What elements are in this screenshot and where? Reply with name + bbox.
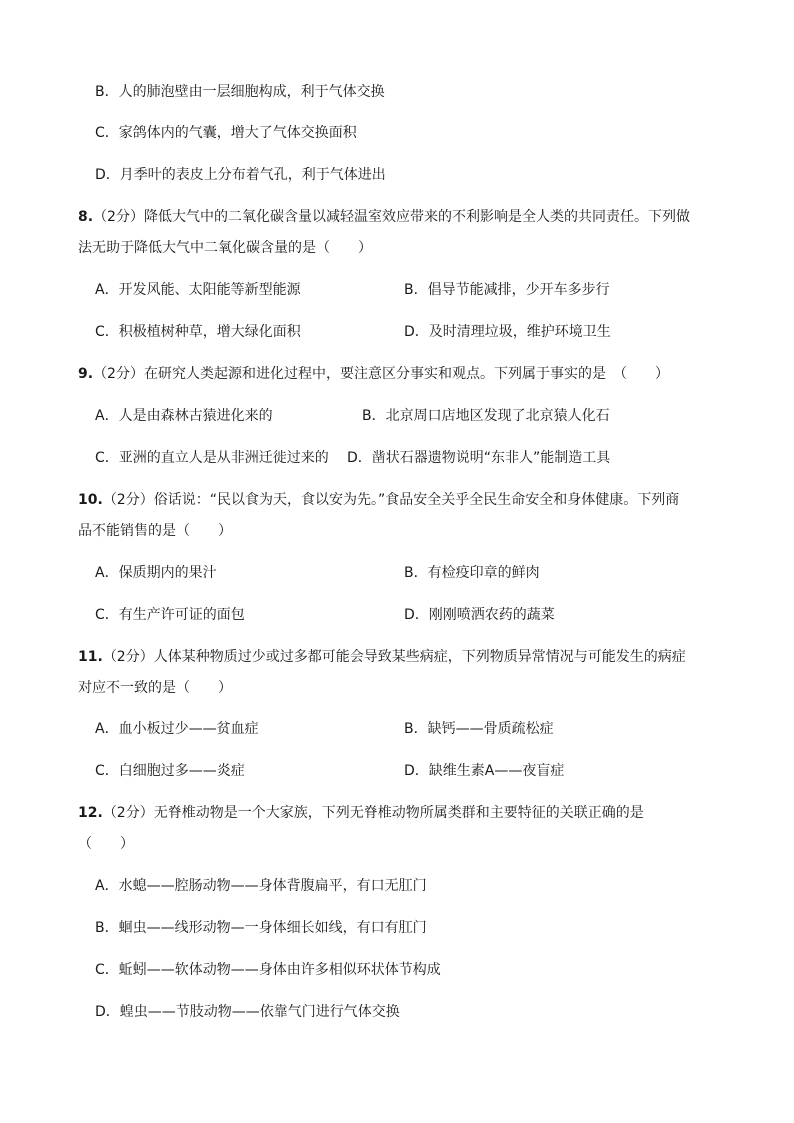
question-8-option-a: A．开发风能、太阳能等新型能源 xyxy=(95,282,301,298)
question-number: 9. xyxy=(78,366,94,382)
question-11-stem-line-2: 对应不一致的是（ ） xyxy=(78,680,232,696)
question-9-option-a: A．人是由森林古猿进化来的 xyxy=(95,408,273,424)
question-8-option-b: B．倡导节能减排，少开车多步行 xyxy=(404,282,610,298)
question-12-stem-line-2: （ ） xyxy=(78,836,134,852)
question-10-stem-line-1 xyxy=(78,490,679,510)
question-12-option-c: C．蚯蚓——软体动物——身体由许多相似环状体节构成 xyxy=(95,962,441,978)
question-8-stem-line-1 xyxy=(78,207,690,227)
prev-option-b: B．人的肺泡壁由一层细胞构成，利于气体交换 xyxy=(95,84,385,100)
question-8-option-d: D．及时清理垃圾，维护环境卫生 xyxy=(404,324,611,340)
question-number: 12. xyxy=(78,805,103,821)
question-12-option-d: D．蝗虫——节肢动物——依靠气门进行气体交换 xyxy=(95,1004,400,1020)
question-10-stem-line-2: 品不能销售的是（ ） xyxy=(78,523,232,539)
question-text: 降低大气中的二氧化碳含量以减轻温室效应带来的不利影响是全人类的共同责任。下列做 xyxy=(143,209,690,225)
question-text: 在研究人类起源和进化过程中，要注意区分事实和观点。下列属于事实的是 （ ） xyxy=(143,366,669,382)
question-9-stem-line-1 xyxy=(78,364,669,384)
question-score: （2分） xyxy=(93,209,144,225)
question-9-option-d: D．凿状石器遗物说明“东非人”能制造工具 xyxy=(347,450,611,466)
question-10-option-d: D．刚刚喷洒农药的蔬菜 xyxy=(404,607,555,623)
question-10-option-a: A．保质期内的果汁 xyxy=(95,565,217,581)
question-score: （2分） xyxy=(102,805,154,821)
question-10-option-b: B．有检疫印章的鲜肉 xyxy=(404,565,540,581)
question-11-option-b: B．缺钙——骨质疏松症 xyxy=(404,721,554,737)
question-text: 无脊椎动物是一个大家族，下列无脊椎动物所属类群和主要特征的关联正确的是 xyxy=(153,805,644,821)
question-12-option-a: A．水螅——腔肠动物——身体背腹扁平，有口无肛门 xyxy=(95,878,427,894)
question-number: 10. xyxy=(78,492,103,508)
question-11-option-a: A．血小板过少——贫血症 xyxy=(95,721,259,737)
question-11-option-c: C．白细胞过多——炎症 xyxy=(95,763,245,779)
prev-option-c: C．家鸽体内的气囊，增大了气体交换面积 xyxy=(95,125,357,141)
question-text: 俗话说：“民以食为天，食以安为先。”食品安全关乎全民生命安全和身体健康。下列商 xyxy=(153,492,680,508)
question-number: 8. xyxy=(78,209,94,225)
question-text: 人体某种物质过少或过多都可能会导致某些病症，下列物质异常情况与可能发生的病症 xyxy=(153,649,686,665)
question-number: 11. xyxy=(78,649,103,665)
question-10-option-c: C．有生产许可证的面包 xyxy=(95,607,245,623)
question-11-option-d: D．缺维生素A——夜盲症 xyxy=(404,763,565,779)
question-9-option-c: C．亚洲的直立人是从非洲迁徙过来的 xyxy=(95,450,329,466)
question-12-option-b: B．蛔虫——线形动物—一身体细长如线，有口有肛门 xyxy=(95,920,427,936)
question-9-option-b: B．北京周口店地区发现了北京猿人化石 xyxy=(362,408,610,424)
question-score: （2分） xyxy=(102,492,154,508)
question-12-stem-line-1 xyxy=(78,803,644,823)
question-11-stem-line-1 xyxy=(78,647,686,667)
question-8-stem-line-2: 法无助于降低大气中二氧化碳含量的是（ ） xyxy=(78,240,372,256)
prev-option-d: D．月季叶的表皮上分布着气孔，利于气体进出 xyxy=(95,167,386,183)
question-score: （2分） xyxy=(93,366,144,382)
question-score: （2分） xyxy=(102,649,154,665)
question-8-option-c: C．积极植树种草，增大绿化面积 xyxy=(95,324,301,340)
